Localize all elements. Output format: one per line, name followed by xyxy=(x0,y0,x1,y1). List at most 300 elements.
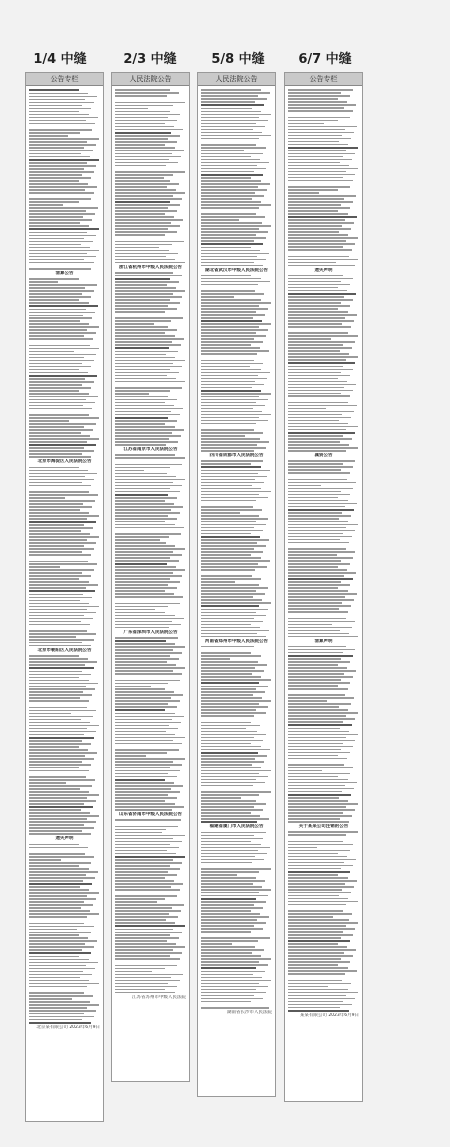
text-line xyxy=(201,980,271,982)
text-line xyxy=(288,375,350,377)
text-line xyxy=(115,545,175,547)
text-line xyxy=(115,794,168,796)
text-line xyxy=(29,871,98,873)
text-line xyxy=(201,390,261,392)
text-line xyxy=(201,679,271,681)
text-line xyxy=(288,398,338,400)
text-line xyxy=(115,719,172,721)
text-line xyxy=(29,700,89,702)
text-line xyxy=(201,946,255,948)
text-line xyxy=(115,615,175,617)
text-line xyxy=(115,351,178,353)
text-line xyxy=(29,853,85,855)
text-line xyxy=(201,98,267,100)
text-line xyxy=(201,557,261,559)
text-line xyxy=(288,311,348,313)
text-line xyxy=(115,829,166,831)
text-line xyxy=(201,338,254,340)
text-line xyxy=(288,955,353,957)
text-line xyxy=(29,207,98,209)
text-line xyxy=(288,980,342,982)
text-line xyxy=(29,868,89,870)
text-line xyxy=(29,1010,96,1012)
text-line xyxy=(288,907,355,909)
text-line xyxy=(115,234,165,236)
text-line xyxy=(201,360,254,362)
text-line xyxy=(115,862,182,864)
text-line xyxy=(115,646,185,648)
text-line xyxy=(288,970,357,972)
text-line xyxy=(115,417,168,419)
text-line xyxy=(115,311,165,313)
text-line xyxy=(115,332,165,334)
text-line xyxy=(29,833,91,835)
text-line xyxy=(29,728,87,730)
notice-title: 关于某某公司注销的公告 xyxy=(298,824,349,829)
text-line xyxy=(201,506,253,508)
text-line xyxy=(115,129,183,131)
text-line xyxy=(201,667,255,669)
text-line xyxy=(201,871,259,873)
text-line xyxy=(29,856,94,858)
text-line xyxy=(201,132,262,134)
text-line xyxy=(288,195,356,197)
text-line xyxy=(29,165,96,167)
text-line xyxy=(201,599,262,601)
column-label-1: 1/4 中缝 xyxy=(33,52,87,67)
text-line xyxy=(115,494,168,496)
text-line xyxy=(115,524,175,526)
text-line xyxy=(288,728,340,730)
text-line xyxy=(29,222,80,224)
text-line xyxy=(29,366,91,368)
text-line xyxy=(288,803,358,805)
text-line xyxy=(201,880,265,882)
text-line xyxy=(29,530,81,532)
text-line xyxy=(115,892,168,894)
text-line xyxy=(288,174,355,176)
text-line xyxy=(115,838,173,840)
text-line xyxy=(115,323,154,325)
text-line xyxy=(288,92,341,94)
text-line xyxy=(288,712,358,714)
text-line xyxy=(115,901,157,903)
text-line xyxy=(29,615,84,617)
text-line xyxy=(201,630,269,632)
text-line xyxy=(29,1019,82,1021)
text-line xyxy=(29,390,79,392)
text-line xyxy=(201,159,260,161)
text-line xyxy=(288,317,345,319)
text-line xyxy=(115,874,177,876)
text-line xyxy=(201,296,234,298)
text-line xyxy=(288,673,344,675)
text-line xyxy=(288,530,355,532)
text-line xyxy=(115,548,185,550)
text-line xyxy=(201,955,261,957)
text-line xyxy=(288,281,341,283)
text-line xyxy=(29,800,96,802)
text-line xyxy=(115,992,175,994)
text-line xyxy=(201,92,270,94)
text-line xyxy=(29,256,96,258)
text-line xyxy=(201,494,259,496)
text-line xyxy=(288,548,346,550)
text-line xyxy=(288,837,355,839)
text-line xyxy=(201,943,232,945)
text-line xyxy=(29,1016,94,1018)
text-line xyxy=(201,89,261,91)
text-line xyxy=(201,460,263,462)
text-line xyxy=(29,299,79,301)
text-line xyxy=(288,925,346,927)
text-line xyxy=(288,560,341,562)
text-line xyxy=(115,761,173,763)
text-line xyxy=(288,463,343,465)
text-line xyxy=(29,210,86,212)
text-line xyxy=(29,456,91,458)
text-line xyxy=(115,293,173,295)
text-line xyxy=(29,752,97,754)
text-line xyxy=(288,390,353,392)
text-line xyxy=(288,338,331,340)
text-line xyxy=(288,706,339,708)
text-line xyxy=(288,931,343,933)
text-line xyxy=(288,500,348,502)
text-line xyxy=(288,856,347,858)
text-line xyxy=(115,554,182,556)
text-line xyxy=(201,302,271,304)
text-line xyxy=(29,686,86,688)
text-line xyxy=(288,429,346,431)
text-line xyxy=(201,566,267,568)
text-line xyxy=(288,700,327,702)
text-line xyxy=(29,791,89,793)
text-line xyxy=(115,599,171,601)
text-line xyxy=(115,955,170,957)
text-line xyxy=(201,922,266,924)
text-line xyxy=(29,674,91,676)
text-line xyxy=(201,314,265,316)
text-line xyxy=(115,527,184,529)
text-line xyxy=(288,718,355,720)
text-line xyxy=(115,612,165,614)
text-line xyxy=(29,642,82,644)
text-line xyxy=(288,800,348,802)
text-line xyxy=(29,630,87,632)
text-line xyxy=(201,868,271,870)
text-line xyxy=(115,207,168,209)
text-line xyxy=(29,877,95,879)
text-line xyxy=(288,922,358,924)
text-line xyxy=(201,694,253,696)
text-line xyxy=(115,272,173,274)
text-line xyxy=(115,402,165,404)
notice-title: 遗失声明 xyxy=(314,267,333,273)
text-line xyxy=(288,101,347,103)
text-line xyxy=(115,183,179,185)
text-line xyxy=(201,153,263,155)
text-line xyxy=(201,135,271,137)
text-line xyxy=(115,841,182,843)
text-line xyxy=(288,438,352,440)
text-line xyxy=(288,630,340,632)
text-line xyxy=(115,737,185,739)
text-line xyxy=(29,1004,99,1006)
text-line xyxy=(201,995,254,997)
text-line xyxy=(201,618,254,620)
text-line xyxy=(288,868,341,870)
text-line xyxy=(115,204,180,206)
text-line xyxy=(201,1007,269,1009)
text-line xyxy=(115,590,165,592)
text-line xyxy=(201,925,254,927)
text-line xyxy=(115,393,149,395)
text-line xyxy=(201,658,230,660)
text-line xyxy=(288,679,341,681)
text-line xyxy=(29,363,82,365)
text-line xyxy=(115,940,167,942)
text-line xyxy=(201,907,263,909)
text-line xyxy=(29,312,95,314)
column-header: 公告专栏 xyxy=(26,73,103,86)
text-line xyxy=(29,886,80,888)
text-line xyxy=(29,761,82,763)
text-line xyxy=(115,509,171,511)
text-line xyxy=(288,685,338,687)
text-line xyxy=(29,281,58,283)
text-line xyxy=(201,964,268,966)
text-line xyxy=(115,387,182,389)
text-line xyxy=(201,509,262,511)
text-line xyxy=(115,776,177,778)
text-line xyxy=(201,375,258,377)
text-line xyxy=(288,697,354,699)
text-line xyxy=(115,518,177,520)
text-line xyxy=(288,405,357,407)
text-line xyxy=(201,503,265,505)
text-line xyxy=(115,237,175,239)
text-line xyxy=(201,165,257,167)
text-line xyxy=(29,667,94,669)
text-line xyxy=(201,989,256,991)
text-line xyxy=(29,247,90,249)
text-line xyxy=(288,596,345,598)
text-line xyxy=(288,432,355,434)
text-line xyxy=(201,429,254,431)
text-line xyxy=(288,320,354,322)
text-line xyxy=(29,603,89,605)
text-line xyxy=(201,216,265,218)
text-line xyxy=(288,231,339,233)
text-line xyxy=(115,670,173,672)
text-line xyxy=(115,144,165,146)
text-line xyxy=(201,500,256,502)
text-line xyxy=(288,940,350,942)
text-line xyxy=(201,138,259,140)
text-line xyxy=(201,844,261,846)
notice-column-4 xyxy=(284,72,363,1102)
text-line xyxy=(288,721,343,723)
text-line xyxy=(201,575,252,577)
notice-title: 清算公告 xyxy=(55,270,74,276)
text-line xyxy=(288,731,349,733)
text-line xyxy=(201,715,254,717)
text-line xyxy=(288,946,347,948)
text-line xyxy=(115,983,168,985)
text-line xyxy=(288,886,354,888)
text-line xyxy=(115,731,166,733)
text-line xyxy=(201,384,264,386)
text-line xyxy=(288,740,355,742)
text-line xyxy=(201,162,269,164)
text-line xyxy=(288,770,322,772)
text-line xyxy=(201,147,266,149)
text-line xyxy=(29,898,96,900)
text-line xyxy=(201,466,261,468)
text-line xyxy=(201,898,256,900)
text-line xyxy=(288,569,347,571)
text-line xyxy=(29,305,98,307)
text-line xyxy=(115,102,185,104)
text-line xyxy=(201,841,251,843)
text-line xyxy=(29,186,97,188)
text-line xyxy=(115,497,177,499)
text-line xyxy=(29,874,86,876)
text-line xyxy=(115,132,171,134)
text-line xyxy=(29,488,79,490)
text-line xyxy=(115,691,174,693)
text-line xyxy=(29,268,91,270)
text-line xyxy=(288,850,350,852)
text-line xyxy=(201,627,260,629)
text-line xyxy=(201,734,266,736)
text-line xyxy=(29,572,82,574)
text-line xyxy=(29,844,79,846)
text-line xyxy=(29,910,90,912)
text-line xyxy=(29,473,97,475)
text-line xyxy=(115,907,172,909)
text-line xyxy=(115,488,170,490)
text-line xyxy=(288,138,351,140)
text-line xyxy=(201,859,264,861)
text-line xyxy=(288,485,321,487)
text-line xyxy=(29,929,77,931)
text-line xyxy=(115,922,175,924)
text-line xyxy=(201,530,263,532)
text-line xyxy=(201,521,256,523)
text-line xyxy=(288,901,358,903)
text-line xyxy=(288,444,349,446)
text-line xyxy=(201,919,257,921)
text-line xyxy=(288,998,355,1000)
text-line xyxy=(29,934,79,936)
text-line xyxy=(29,904,93,906)
text-line xyxy=(115,411,171,413)
text-line xyxy=(115,120,177,122)
text-line xyxy=(29,129,92,131)
text-line xyxy=(288,192,319,194)
text-line xyxy=(201,305,259,307)
text-line xyxy=(201,934,261,936)
text-line xyxy=(201,114,271,116)
text-line xyxy=(29,590,95,592)
text-line xyxy=(115,624,181,626)
text-line xyxy=(288,599,354,601)
text-line xyxy=(29,99,85,101)
text-line xyxy=(29,536,99,538)
text-line xyxy=(288,964,338,966)
text-line xyxy=(288,353,349,355)
text-line xyxy=(288,916,333,918)
text-line xyxy=(201,998,263,1000)
text-line xyxy=(115,219,183,221)
text-line xyxy=(29,624,90,626)
text-line xyxy=(288,234,348,236)
text-line xyxy=(288,989,348,991)
notice-title: 河南省郑州市中级人民法院公告 xyxy=(205,638,268,644)
text-line xyxy=(29,850,97,852)
text-line xyxy=(201,688,256,690)
text-line xyxy=(201,341,263,343)
text-line xyxy=(115,302,180,304)
text-line xyxy=(201,423,256,425)
text-line xyxy=(288,326,351,328)
text-line xyxy=(115,767,170,769)
text-line xyxy=(201,150,244,152)
text-line xyxy=(201,612,256,614)
text-line xyxy=(201,596,253,598)
text-line xyxy=(29,108,91,110)
text-line xyxy=(288,755,338,757)
text-line xyxy=(201,174,263,176)
text-line xyxy=(115,569,185,571)
text-line xyxy=(288,126,357,128)
text-line xyxy=(115,895,177,897)
text-line xyxy=(201,485,252,487)
text-line xyxy=(201,201,261,203)
text-line xyxy=(29,213,95,215)
text-line xyxy=(201,488,261,490)
text-line xyxy=(115,934,170,936)
text-line xyxy=(201,835,254,837)
text-line xyxy=(115,542,166,544)
text-line xyxy=(115,317,183,319)
text-line xyxy=(29,859,61,861)
text-line xyxy=(29,521,96,523)
text-line xyxy=(201,356,266,358)
text-line xyxy=(201,703,259,705)
text-line xyxy=(115,405,174,407)
text-line xyxy=(201,728,246,730)
text-line xyxy=(201,676,261,678)
text-line xyxy=(201,992,266,994)
text-line xyxy=(288,655,353,657)
text-line xyxy=(201,332,256,334)
text-line xyxy=(288,986,328,988)
text-line xyxy=(288,420,339,422)
text-line xyxy=(115,420,177,422)
text-line xyxy=(201,974,253,976)
text-line xyxy=(115,664,176,666)
text-line xyxy=(115,949,173,951)
text-line xyxy=(115,467,170,469)
text-line xyxy=(288,165,349,167)
text-line xyxy=(115,880,174,882)
text-line xyxy=(29,335,84,337)
text-line xyxy=(115,743,182,745)
text-line xyxy=(201,144,256,146)
